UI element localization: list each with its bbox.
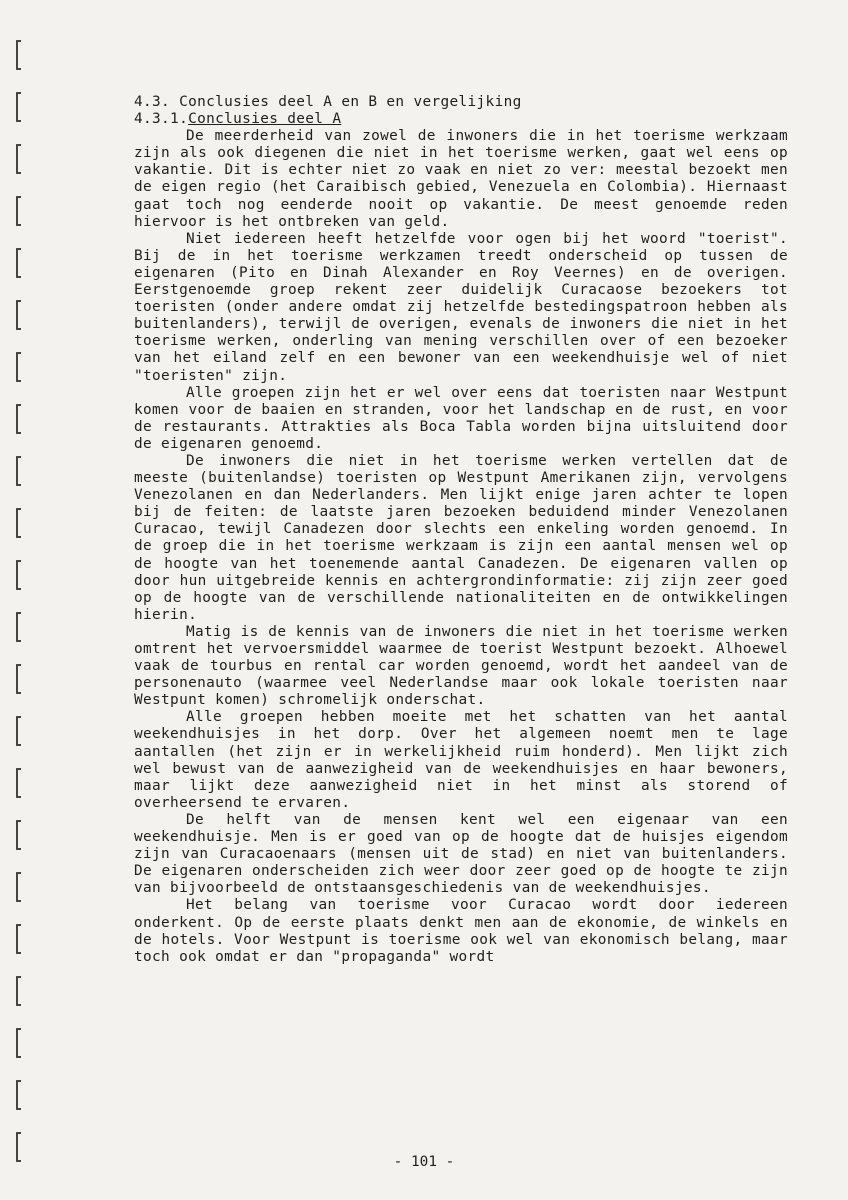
paragraph: Matig is de kennis van de inwoners die niet in het toerisme werken omtrent het vervoersmiddel waarmee de toerist Westpunt bezoekt. Alhoewel vaak de tourbus en rental car worden genoemd, wordt het aandeel van de personenauto (waarmee veel Nederlandse maar ook lokale toeristen naar Westpunt komen) schromelijk onderschat.	[134, 623, 788, 709]
binding-ring	[16, 92, 21, 122]
binding-ring	[16, 716, 21, 746]
binding-ring	[16, 560, 21, 590]
binding-ring	[16, 820, 21, 850]
binding-ring	[16, 872, 21, 902]
binding-ring	[16, 976, 21, 1006]
page-body	[134, 94, 788, 966]
binding-ring	[16, 404, 21, 434]
binding-ring	[16, 300, 21, 330]
paragraph: De helft van de mensen kent wel een eigenaar van een weekendhuisje. Men is er goed van op de hoogte dat de huisjes eigendom zijn van Curacaoenaars (mensen uit de stad) en niet van buitenlanders. De eigenaren onderscheiden zich weer door zeer goed op de hoogte te zijn van bijvoorbeeld de ontstaansgeschiedenis van de weekendhuisjes.	[134, 811, 788, 897]
paragraph: Niet iedereen heeft hetzelfde voor ogen bij het woord "toerist". Bij de in het toerisme werkzamen treedt onderscheid op tussen de eigenaren (Pito en Dinah Alexander en Roy Veernes) en de overigen. Eerstgenoemde groep rekent zeer duidelijk Curacaose bezoekers tot toeristen (onder andere omdat zij hetzelfde bestedingspatroon hebben als buitenlanders), terwijl de overigen, evenals de inwoners die niet in het toerisme werken, onderling van mening verschillen over of een bezoeker van het eiland zelf en een bewoner van een weekendhuisje wel of niet "toeristen" zijn.	[134, 230, 788, 384]
binding-ring	[16, 612, 21, 642]
paragraph: De meerderheid van zowel de inwoners die in het toerisme werkzaam zijn als ook diegenen die niet in het toerisme werken, gaat wel eens op vakantie. Dit is echter niet zo vaak en niet zo ver: meestal bezoekt men de eigen regio (het Caraibisch gebied, Venezuela en Colombia). Hiernaast gaat toch nog eenderde nooit op vakantie. De meest genoemde reden hiervoor is het ontbreken van geld.	[134, 128, 788, 230]
binding-ring	[16, 144, 21, 174]
binding-ring	[16, 664, 21, 694]
paragraph: Alle groepen zijn het er wel over eens dat toeristen naar Westpunt komen voor de baaien en stranden, voor het landschap en de rust, en voor de restaurants. Attrakties als Boca Tabla worden bijna uitsluitend door de eigenaren genoemd.	[134, 384, 788, 452]
binding-ring	[16, 456, 21, 486]
section-title: Conclusies deel A en B en vergelijking	[179, 94, 522, 110]
section-heading	[134, 94, 788, 111]
page-number: - 101 -	[393, 1154, 455, 1170]
binding-ring	[16, 196, 21, 226]
binding-ring	[16, 352, 21, 382]
binding-ring	[16, 40, 21, 70]
paragraph: Het belang van toerisme voor Curacao wordt door iedereen onderkent. Op de eerste plaats denkt men aan de ekonomie, de winkels en de hotels. Voor Westpunt is toerisme ook wel van ekonomisch belang, maar toch ook omdat er dan "propaganda" wordt	[134, 897, 788, 965]
binding-ring	[16, 1028, 21, 1058]
section-number: 4.3.	[134, 94, 171, 110]
subsection-heading	[134, 111, 788, 128]
subsection-number: 4.3.1.	[134, 111, 189, 128]
binding-ring	[16, 924, 21, 954]
spiral-binding	[12, 30, 28, 1170]
binding-ring	[16, 508, 21, 538]
binding-ring	[16, 768, 21, 798]
paragraph: Alle groepen hebben moeite met het schatten van het aantal weekendhuisjes in het dorp. Over het algemeen noemt men te lage aantallen (het zijn er in werkelijkheid ruim honderd). Men lijkt zich wel bewust van de aanwezigheid van de weekendhuisjes en haar bewoners, maar lijkt deze aanwezigheid niet in het minst als storend of overheersend te ervaren.	[134, 709, 788, 811]
subsection-title: Conclusies deel A	[188, 111, 342, 128]
binding-ring	[16, 248, 21, 278]
paragraph: De inwoners die niet in het toerisme werken vertellen dat de meeste (buitenlandse) toeristen op Westpunt Amerikanen zijn, vervolgens Venezolanen en dan Nederlanders. Men lijkt enige jaren achter te lopen bij de feiten: de laatste jaren bezoeken beduidend minder Venezolanen Curacao, tewijl Canadezen door slechts een enkeling worden genoemd. In de groep die in het toerisme werkzaam is zijn een aantal mensen wel op de hoogte van het toenemende aantal Canadezen. De eigenaren vallen op door hun uitgebreide kennis en achtergrondinformatie: zij zijn zeer goed op de hoogte van de verschillende nationaliteiten en de ontwikkelingen hierin.	[134, 452, 788, 623]
binding-ring	[16, 1080, 21, 1110]
